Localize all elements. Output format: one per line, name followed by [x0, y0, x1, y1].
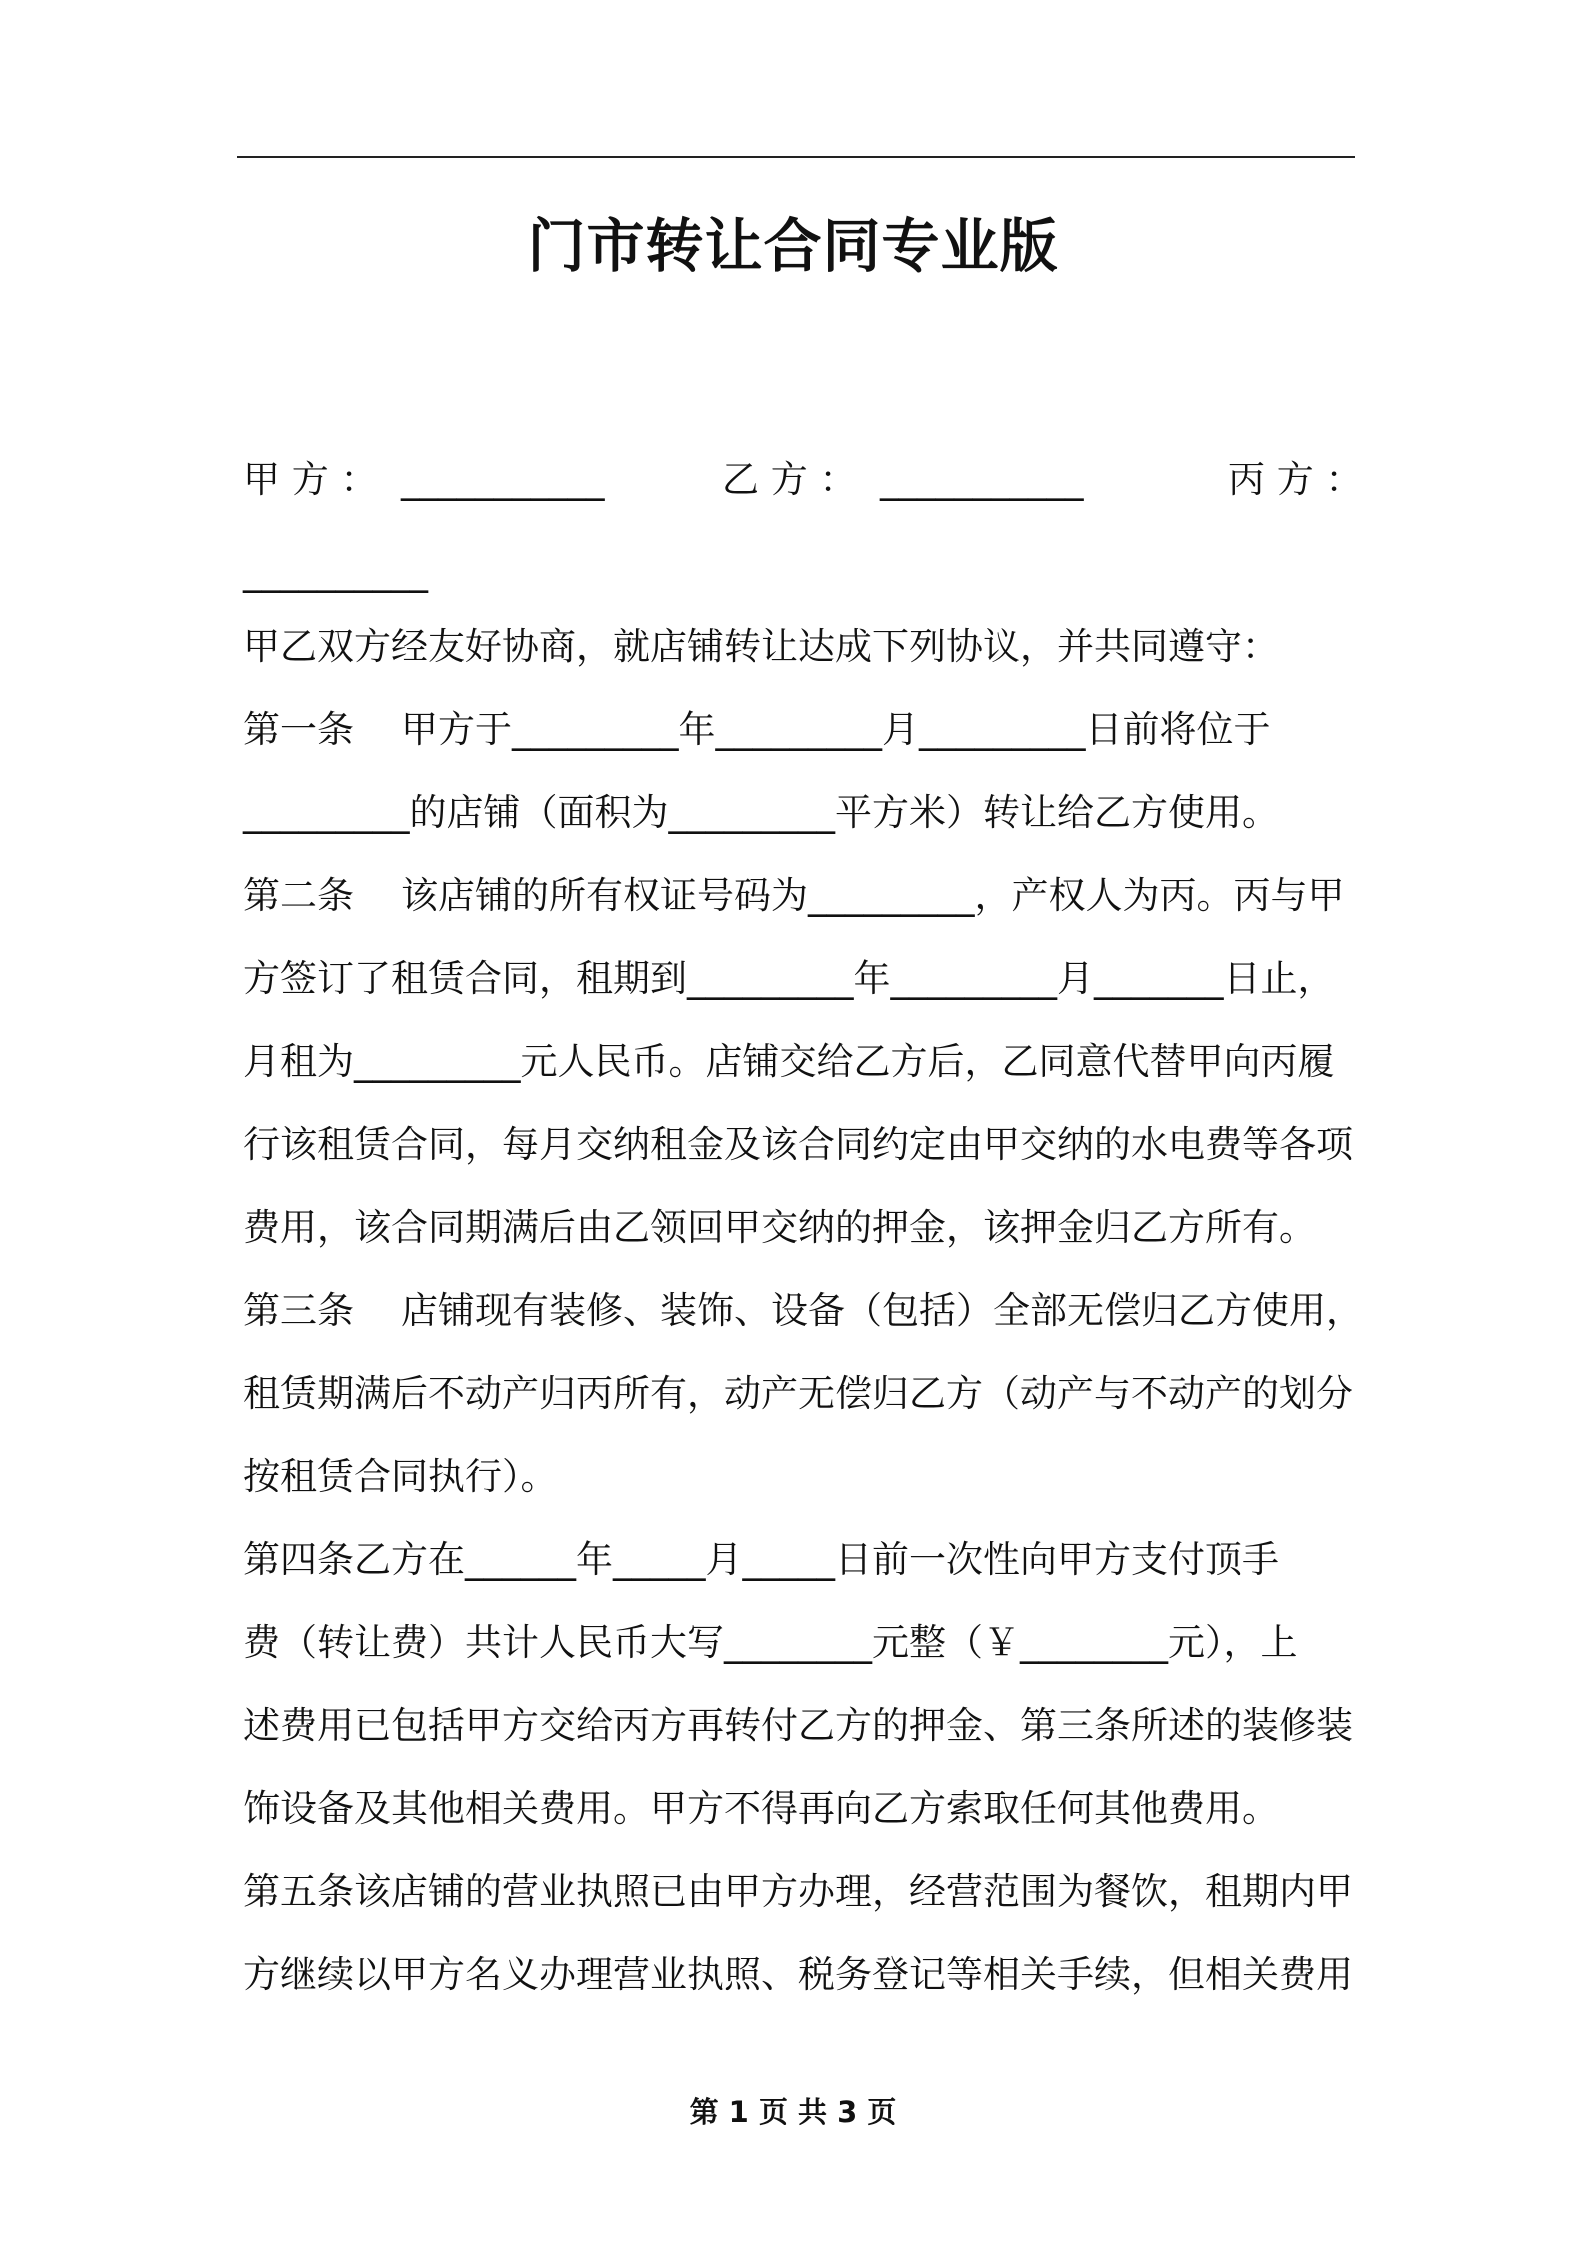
- party-c-label: 丙 方 ：: [1228, 458, 1363, 501]
- paragraph-line: 述费用已包括甲方交给丙方再转付乙方的押金、第三条所述的装修装: [243, 1704, 1353, 1747]
- paragraph-line: 费用，该合同期满后由乙领回甲交纳的押金，该押金归乙方所有。: [243, 1206, 1316, 1249]
- header-rule: [237, 156, 1355, 158]
- paragraph-line: 方继续以甲方名义办理营业执照、税务登记等相关手续，但相关费用: [243, 1953, 1353, 1996]
- paragraph-line: 租赁期满后不动产归丙所有，动产无偿归乙方（动产与不动产的划分: [243, 1372, 1353, 1415]
- paragraph-line: 第三条 店铺现有装修、装饰、设备（包括）全部无偿归乙方使用，: [243, 1289, 1364, 1332]
- document-title: 门市转让合同专业版: [527, 212, 1059, 280]
- paragraph-line: 月租为_________元人民币。店铺交给乙方后，乙同意代替甲向丙履: [243, 1040, 1335, 1083]
- paragraph-line: 甲乙双方经友好协商，就店铺转让达成下列协议，并共同遵守：: [243, 625, 1279, 668]
- paragraph-line: 第五条该店铺的营业执照已由甲方办理，经营范围为餐饮，租期内甲: [243, 1870, 1353, 1913]
- paragraph-line: _________的店铺（面积为_________平方米）转让给乙方使用。: [243, 791, 1279, 834]
- paragraph-line: 第一条 甲方于_________年_________月_________日前将位于: [243, 708, 1271, 751]
- paragraph-line: 方签订了租赁合同，租期到_________年_________月_______日止，: [243, 957, 1335, 1000]
- party-a-field: 甲 方 ： ___________: [243, 458, 605, 501]
- party-c-blank: __________: [243, 550, 428, 593]
- page-number-footer: 第 1 页 共 3 页: [689, 2095, 897, 2129]
- paragraph-line: 行该租赁合同，每月交纳租金及该合同约定由甲交纳的水电费等各项: [243, 1123, 1353, 1166]
- paragraph-line: 第四条乙方在______年_____月_____日前一次性向甲方支付顶手: [243, 1538, 1279, 1581]
- paragraph-line: 第二条 该店铺的所有权证号码为_________，产权人为丙。丙与甲: [243, 874, 1345, 917]
- party-b-field: 乙 方 ： ___________: [722, 458, 1084, 501]
- paragraph-line: 按租赁合同执行）。: [243, 1455, 558, 1498]
- paragraph-line: 饰设备及其他相关费用。甲方不得再向乙方索取任何其他费用。: [243, 1787, 1279, 1830]
- paragraph-line: 费（转让费）共计人民币大写________元整（￥________元），上: [243, 1621, 1298, 1664]
